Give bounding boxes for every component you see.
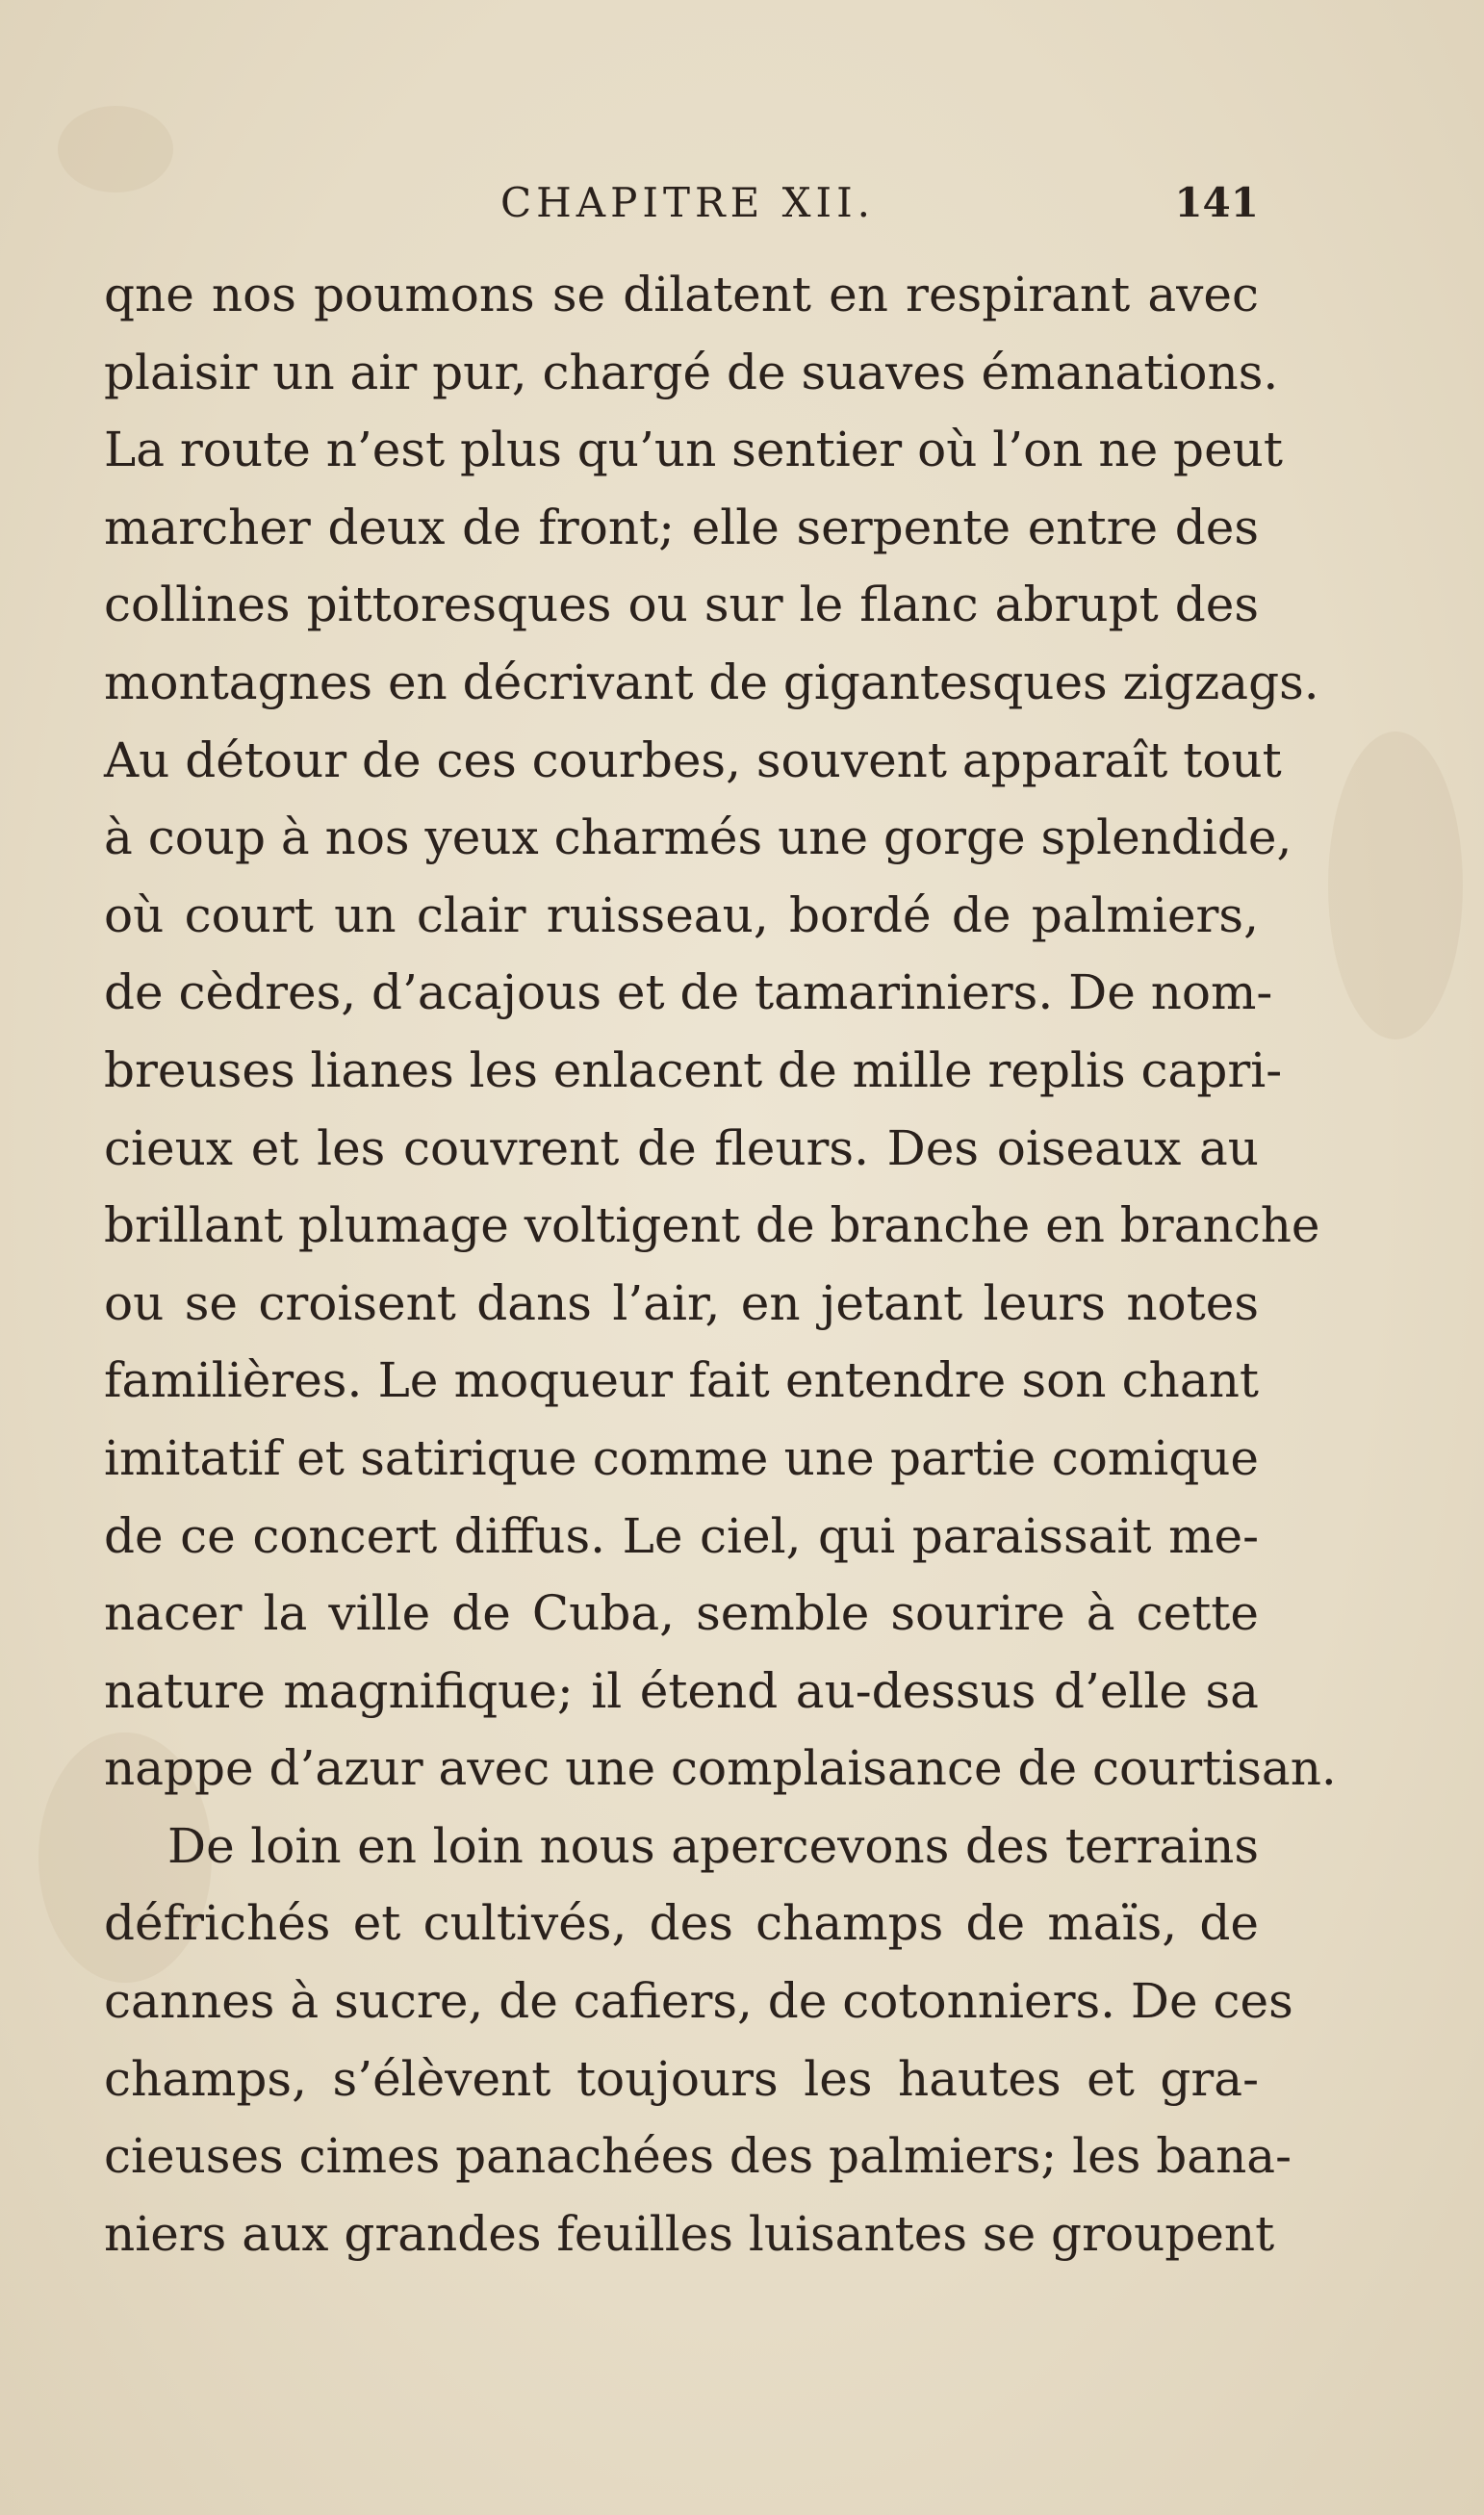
text-line: de cèdres, d’acajous et de tamariniers. De nom- [104,964,1273,1021]
text-line: de ce concert diffus. Le ciel, qui paraissait me- [104,1507,1259,1564]
chapter-title: CHAPITRE XII. [500,179,876,226]
text-line: nature magnifique; il étend au-dessus d’elle sa [104,1662,1259,1719]
text-line: La route n’est plus qu’un sentier où l’on ne peut [104,422,1283,478]
text-line: cieux et les couvrent de fleurs. Des oiseaux au [104,1119,1259,1176]
text-line: défrichés et cultivés, des champs de maïs, de [104,1895,1259,1952]
text-line: collines pittoresques ou sur le flanc abrupt des [104,577,1259,633]
text-line: où court un clair ruisseau, bordé de palmiers, [104,886,1259,943]
text-line: plaisir un air pur, chargé de suaves émanations. [104,344,1279,400]
text-line: marcher deux de front; elle serpente entre des [104,499,1259,555]
text-line: familières. Le moqueur fait entendre son chant [104,1352,1259,1409]
text-line: Au détour de ces courbes, souvent apparaît tout [104,731,1282,788]
text-line: nappe d’azur avec une complaisance de courtisan. [104,1740,1337,1797]
page-number: 141 [1174,179,1259,226]
body-text [104,256,1337,2272]
text-line: breuses lianes les enlacent de mille replis capri- [104,1041,1283,1098]
paragraph-first-line: De loin en loin nous apercevons des terrains [167,1817,1259,1874]
text-line: cannes à sucre, de cafiers, de cotonniers. De ces [104,1973,1293,2030]
text-line: brillant plumage voltigent de branche en branche [104,1197,1320,1254]
text-line: nacer la ville de Cuba, semble sourire à cette [104,1585,1259,1642]
text-line: qne nos poumons se dilatent en respirant avec [104,267,1259,322]
text-line: à coup à nos yeux charmés une gorge splendide, [104,809,1292,866]
text-line: champs, s’élèvent toujours les hautes et gra- [104,2050,1259,2107]
text-line: niers aux grandes feuilles luisantes se groupent [104,2205,1275,2262]
text-line: montagnes en décrivant de gigantesques zigzags. [104,654,1319,710]
text-line: cieuses cimes panachées des palmiers; les bana- [104,2128,1292,2185]
text-line: ou se croisent dans l’air, en jetant leurs notes [104,1274,1259,1331]
text-line: imitatif et satirique comme une partie comique [104,1429,1259,1486]
running-header [104,179,1259,237]
paper-stain [1328,731,1463,1039]
